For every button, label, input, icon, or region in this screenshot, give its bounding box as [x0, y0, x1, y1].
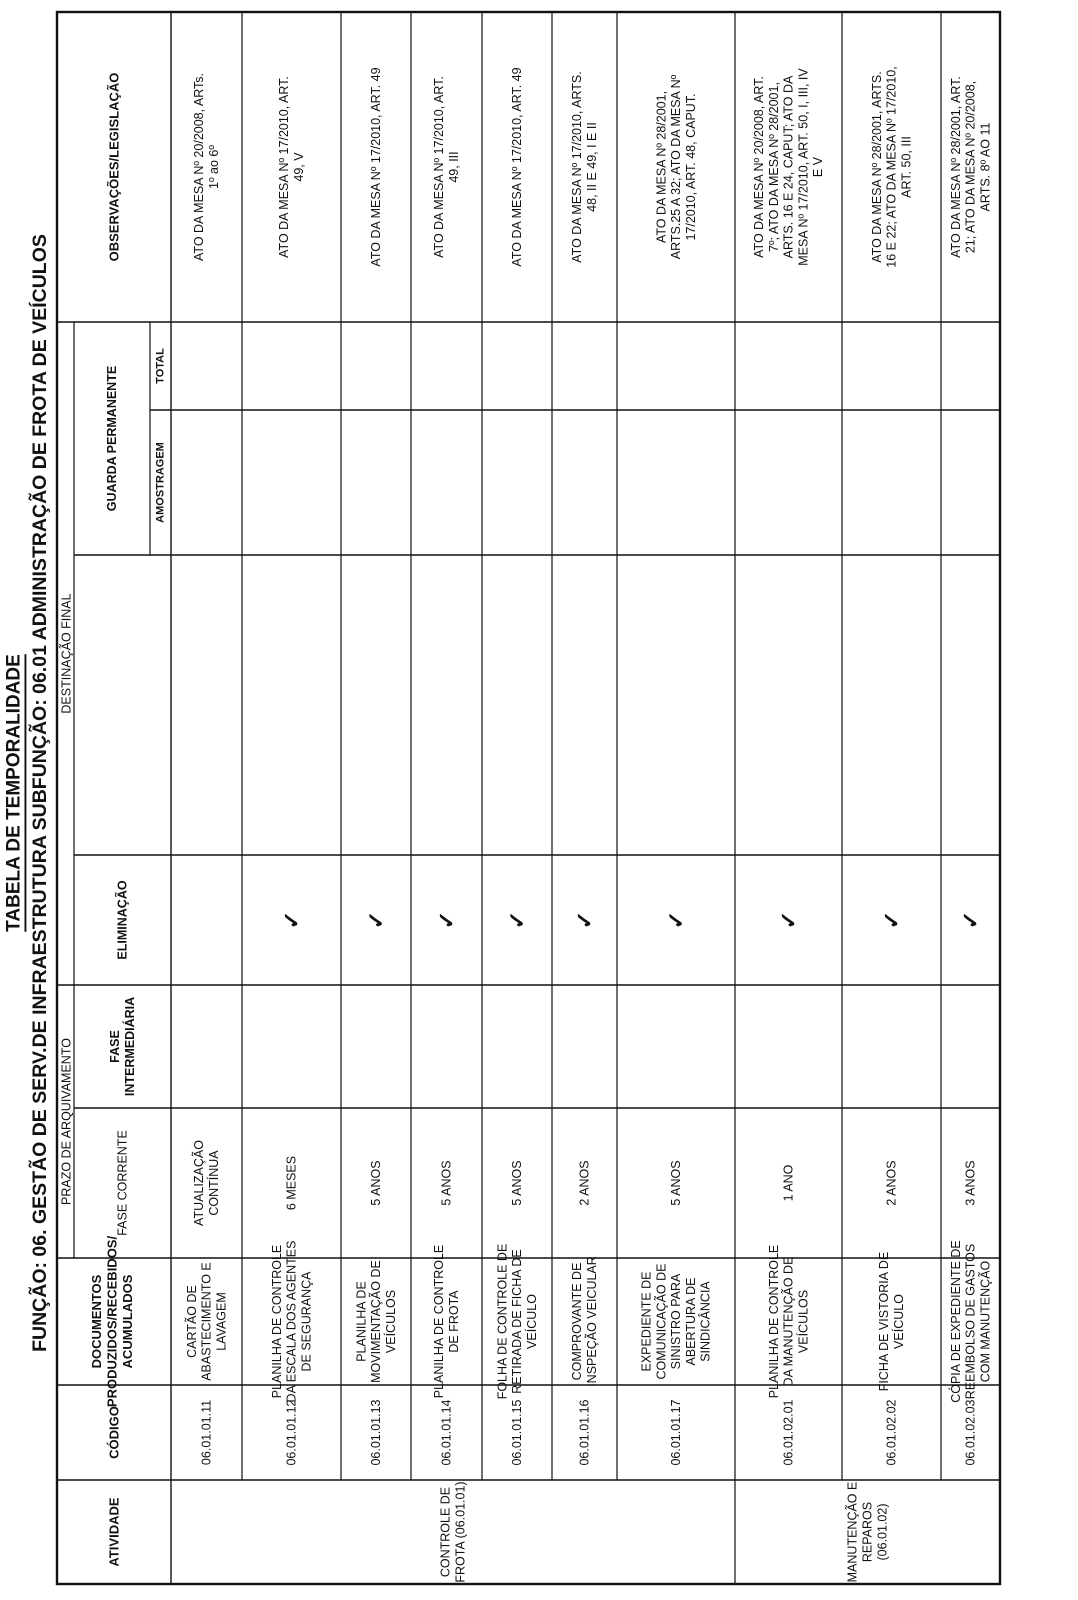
- activity-group-label: REPAROS: [860, 1501, 875, 1563]
- row-fase-corrente: 2 ANOS: [577, 1160, 592, 1206]
- row-documento: COMUNICAÇÃO DE: [654, 1263, 669, 1380]
- row-observacoes: ATO DA MESA Nº 28/2001, ARTS.: [869, 71, 884, 263]
- row-documento: VEÍCULO: [891, 1294, 906, 1349]
- elimination-check-icon: ✓: [434, 910, 459, 930]
- row-observacoes: ATO DA MESA Nº 17/2010, ART.: [277, 76, 292, 258]
- header-fase-intermediaria: INTERMEDIÁRIA: [123, 996, 137, 1097]
- row-documento: FICHA DE VISTORIA DE: [877, 1251, 892, 1392]
- table-row: [432, 76, 461, 1465]
- header-codigo: CÓDIGO: [106, 1406, 122, 1459]
- row-documento: VEÍCULOS: [383, 1289, 398, 1354]
- header-fase-corrente: FASE CORRENTE: [115, 1130, 130, 1236]
- row-documento: LAVAGEM: [214, 1292, 229, 1351]
- row-documento: ABERTURA DE: [683, 1277, 698, 1366]
- header-amostragem: AMOSTRAGEM: [154, 442, 167, 523]
- activity-group-label: MANUTENÇÃO E: [845, 1481, 860, 1583]
- page-subtitle: [28, 234, 51, 1352]
- row-fase-corrente: 5 ANOS: [369, 1160, 383, 1206]
- header-atividade: ATIVIDADE: [106, 1497, 122, 1567]
- header-documentos: DOCUMENTOS: [88, 1274, 104, 1369]
- row-documento: COMPROVANTE DE: [570, 1262, 585, 1381]
- row-documento: DE SEGURANÇA: [299, 1271, 314, 1372]
- row-documento: PLANILHA DE CONTROLE: [766, 1244, 781, 1399]
- table-row: [570, 71, 599, 1465]
- row-documento: RETIRADA DE FICHA DE: [510, 1249, 524, 1394]
- elimination-check-icon: ✓: [663, 910, 689, 930]
- row-observacoes: ARTS. 16 E 24, CAPUT; ATO DA: [781, 75, 796, 259]
- row-observacoes: ATO DA MESA Nº 20/2008, ARTs.: [192, 73, 207, 261]
- row-observacoes: 21; ATO DA MESA Nº 20/2008,: [963, 80, 978, 254]
- elimination-check-icon: ✓: [572, 910, 597, 930]
- row-documento: COM MANUTENÇÃO: [978, 1260, 993, 1383]
- table-body: [57, 12, 1000, 1584]
- header-documentos: PRODUZIDOS/RECEBIDOS/: [104, 1235, 120, 1408]
- table-row: [495, 67, 539, 1465]
- row-observacoes: 16 E 22; ATO DA MESA Nº 17/2010,: [884, 66, 899, 268]
- table-row: [354, 67, 398, 1465]
- header-total: TOTAL: [154, 348, 167, 384]
- row-codigo: 06.01.02.03: [963, 1399, 978, 1466]
- row-fase-corrente: 5 ANOS: [669, 1160, 683, 1206]
- table-row: [270, 76, 314, 1465]
- elimination-check-icon: ✓: [958, 910, 983, 930]
- elimination-check-icon: ✓: [879, 910, 904, 930]
- page-title: TABELA DE TEMPORALIDADE: [3, 654, 25, 932]
- header-destinacao: DESTINAÇÃO FINAL: [59, 593, 74, 714]
- row-documento: INSPEÇÃO VEICULAR: [584, 1256, 599, 1387]
- row-observacoes: ATO DA MESA Nº 17/2010, ART. 49: [510, 67, 524, 267]
- row-documento: EXPEDIENTE DE: [639, 1271, 654, 1372]
- row-observacoes: ARTS. 8º AO 11: [978, 122, 993, 212]
- row-fase-corrente: CONTÍNUA: [206, 1150, 221, 1216]
- table-row: [870, 66, 914, 1465]
- subtitle-prefix: FUNÇÃO: 06. GESTÃO DE SERV.DE INFRAESTRUTURA SUBFUNÇÃO: 06.01: [29, 640, 51, 1352]
- table-row: [752, 68, 825, 1466]
- table-row: [640, 74, 713, 1465]
- elimination-check-icon: ✓: [279, 910, 304, 930]
- header-prazo: PRAZO DE ARQUIVAMENTO: [59, 1038, 74, 1205]
- subtitle-subfunction: ADMINISTRAÇÃO DE FROTA DE VEÍCULOS: [29, 234, 51, 641]
- table-row: [185, 73, 229, 1465]
- row-observacoes: ATO DA MESA Nº 17/2010, ARTS.: [570, 71, 585, 263]
- row-fase-corrente: ATUALIZAÇÃO: [192, 1140, 207, 1226]
- row-documento: SINDICÂNCIA: [698, 1281, 713, 1362]
- row-fase-corrente: 3 ANOS: [963, 1160, 978, 1206]
- row-observacoes: 49, III: [446, 151, 461, 183]
- row-documento: MOVIMENTAÇÃO DE: [369, 1260, 383, 1383]
- row-codigo: 06.01.01.12: [284, 1399, 299, 1466]
- row-observacoes: ATO DA MESA Nº 17/2010, ART. 49: [369, 67, 383, 267]
- row-documento: PLANILHA DE: [354, 1281, 369, 1362]
- row-documento: FOLHA DE CONTROLE DE: [495, 1243, 510, 1400]
- row-codigo: 06.01.02.02: [884, 1399, 899, 1466]
- row-documento: DA MANUTENÇÃO DE: [781, 1256, 796, 1387]
- elimination-check-icon: ✓: [776, 910, 801, 930]
- row-documento: PLANILHA DE CONTROLE: [432, 1244, 447, 1399]
- header-guarda-permanente: GUARDA PERMANENTE: [105, 365, 119, 512]
- row-observacoes: ATO DA MESA Nº 28/2001, ART.: [948, 76, 963, 258]
- header-fase-intermediaria: FASE: [108, 1030, 122, 1063]
- row-observacoes: 17/2010, ART. 48, CAPUT.: [683, 93, 698, 241]
- row-fase-corrente: 5 ANOS: [510, 1160, 524, 1206]
- row-codigo: 06.01.01.13: [369, 1399, 383, 1466]
- row-codigo: 06.01.02.01: [781, 1399, 796, 1466]
- row-observacoes: ATO DA MESA Nº 28/2001,: [654, 90, 669, 244]
- row-observacoes: ART. 50, III: [899, 136, 914, 198]
- elimination-check-icon: ✓: [504, 910, 530, 930]
- row-observacoes: 49, V: [291, 152, 306, 182]
- row-codigo: 06.01.01.14: [439, 1399, 454, 1466]
- row-documento: CARTÃO DE: [184, 1285, 199, 1358]
- row-documento: DE FROTA: [446, 1290, 461, 1353]
- row-observacoes: MESA Nº 17/2010, ART. 50, I, III, IV: [796, 68, 811, 266]
- row-documento: VEÍCULOS: [796, 1289, 811, 1354]
- header-eliminacao: ELIMINAÇÃO: [115, 880, 130, 960]
- row-documento: VEÍCULO: [524, 1294, 539, 1349]
- elimination-check-icon: ✓: [363, 910, 389, 930]
- row-codigo: 06.01.01.15: [510, 1399, 524, 1466]
- row-documento: CÓPIA DE EXPEDIENTE DE: [948, 1240, 963, 1403]
- row-observacoes: ATO DA MESA Nº 17/2010, ART.: [432, 76, 447, 258]
- row-fase-corrente: 2 ANOS: [884, 1160, 899, 1206]
- row-fase-corrente: 6 MESES: [284, 1155, 299, 1211]
- table-row: [948, 76, 993, 1465]
- row-observacoes: 1º ao 6º: [206, 145, 221, 189]
- header-observacoes: OBSERVAÇÕES/LEGISLAÇÃO: [106, 72, 122, 262]
- row-fase-corrente: 1 ANO: [781, 1164, 796, 1202]
- row-observacoes: 7º; ATO DA MESA Nº 28/2001,: [766, 82, 781, 252]
- row-documento: PLANILHA DE CONTROLE: [269, 1244, 284, 1399]
- row-codigo: 06.01.01.16: [577, 1399, 592, 1466]
- row-documento: REEMBOLSO DE GASTOS: [963, 1243, 978, 1400]
- row-observacoes: E V: [811, 156, 825, 178]
- row-codigo: 06.01.01.17: [669, 1399, 683, 1466]
- title-block: [4, 234, 52, 1352]
- row-observacoes: 48, II E 49, I E II: [584, 122, 599, 212]
- activity-group-label: FROTA (06.01.01): [453, 1481, 468, 1583]
- activity-group-label: (06.01.02): [875, 1503, 890, 1561]
- header-documentos: ACUMULADOS: [120, 1274, 136, 1369]
- row-documento: SINISTRO PARA: [669, 1273, 683, 1370]
- row-codigo: 06.01.01.11: [199, 1399, 214, 1466]
- row-observacoes: ATO DA MESA Nº 20/2008, ART.: [752, 76, 766, 258]
- row-observacoes: ARTS.25 A 32; ATO DA MESA Nº: [669, 74, 683, 260]
- row-documento: ABASTECIMENTO E: [199, 1262, 214, 1381]
- row-documento: DA ESCALA DOS AGENTES: [284, 1240, 299, 1403]
- activity-group-label: CONTROLE DE: [438, 1486, 453, 1578]
- row-fase-corrente: 5 ANOS: [439, 1160, 454, 1206]
